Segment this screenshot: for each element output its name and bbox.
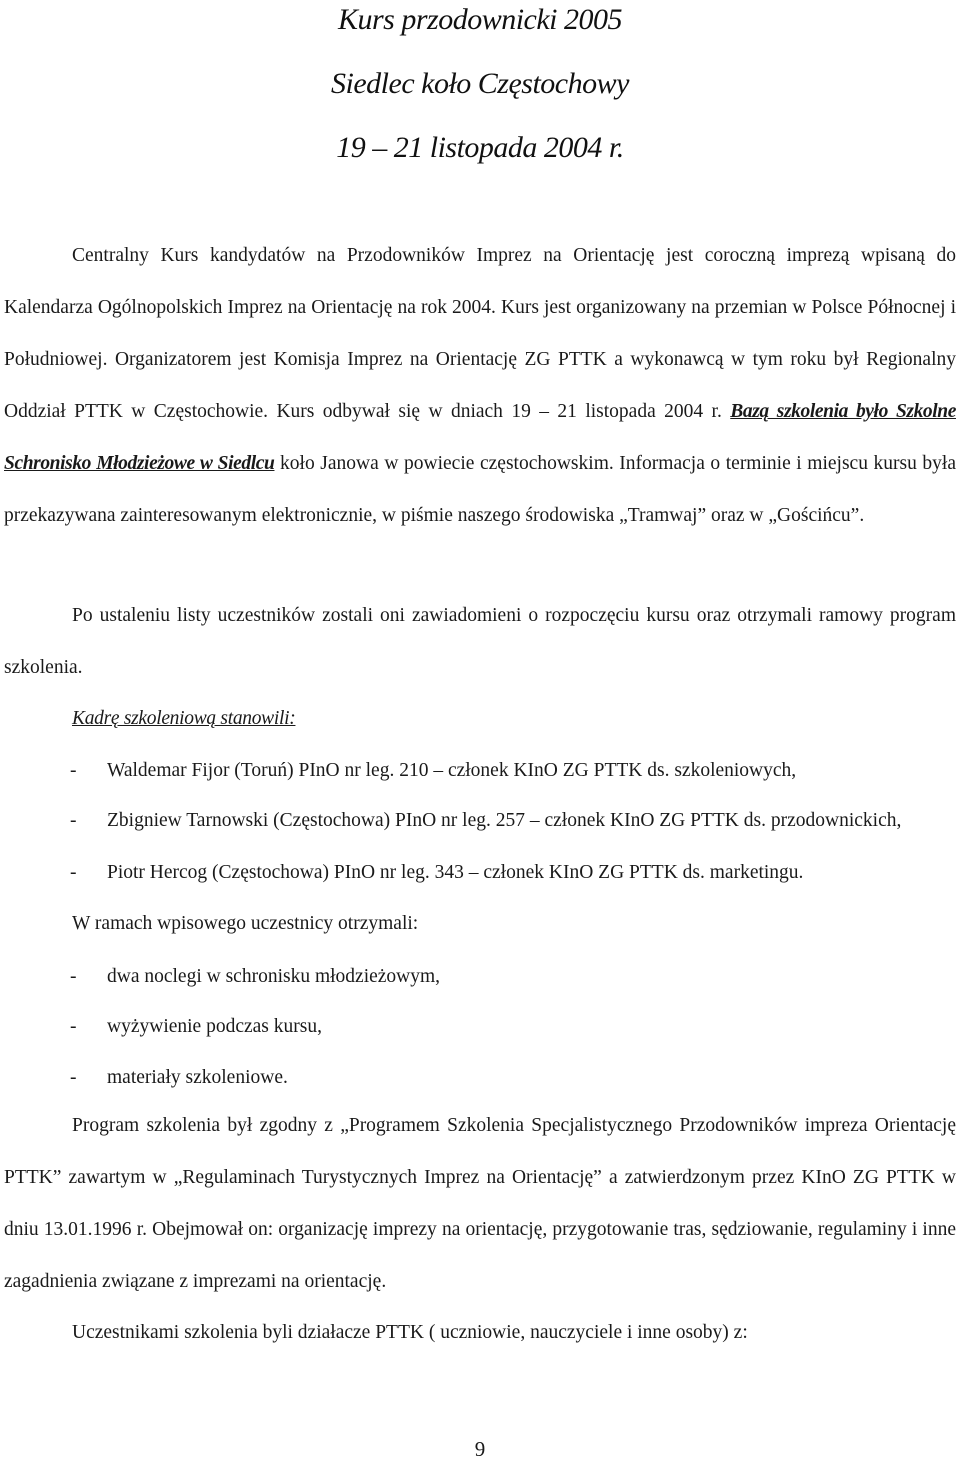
list-bullet: - <box>70 862 77 883</box>
intro-paragraph-continuation: koło Janowa w powiecie częstochowskim. Informacja o terminie i miejscu kursu była przekazywana zainteresowanym elektronicznie, w piśmie naszego środowiska „Tramwaj” oraz w „Gościńcu”. <box>4 453 956 526</box>
fee-item: materiały szkoleniowe. <box>107 1067 288 1088</box>
staff-member: Waldemar Fijor (Toruń) PInO nr leg. 210 – członek KInO ZG PTTK ds. szkoleniowych, <box>107 760 797 781</box>
staff-member: Piotr Hercog (Częstochowa) PInO nr leg. 343 – członek KInO ZG PTTK ds. marketingu. <box>107 862 804 883</box>
intro-paragraph <box>4 230 956 542</box>
notification-paragraph: Po ustaleniu listy uczestników zostali oni zawiadomieni o rozpoczęciu kursu oraz otrzymali ramowy program szkolenia. <box>4 605 956 678</box>
list-bullet: - <box>70 1016 77 1037</box>
list-bullet: - <box>70 760 77 781</box>
page-number: 9 <box>474 1437 486 1461</box>
staff-heading: Kadrę szkoleniową stanowili: <box>72 708 296 729</box>
fee-intro: W ramach wpisowego uczestnicy otrzymali: <box>72 913 419 934</box>
intro-paragraph-text: Centralny Kurs kandydatów na Przodowników Imprez na Orientację jest coroczną imprezą wpisaną do Kalendarza Ogólnopolskich Imprez na Orientację na rok 2004. Kurs jest organizowany na przemian w Polsce Północnej i Południowej. Organizatorem jest Komisja Imprez na Orientację ZG PTTK a wykonawcą w tym roku był Regionalny Oddział PTTK w Częstochowie. Kurs odbywał się w dniach 19 – 21 listopada 2004 r. <box>4 245 956 422</box>
fee-item: wyżywienie podczas kursu, <box>107 1016 322 1037</box>
document-subtitle-location: Siedlec koło Częstochowy <box>331 67 629 100</box>
staff-member: Zbigniew Tarnowski (Częstochowa) PInO nr leg. 257 – członek KInO ZG PTTK ds. przodownickich, <box>107 810 902 831</box>
list-bullet: - <box>70 966 77 987</box>
venue-emphasis: Bazą szkolenia było Szkolne Schronisko Młodzieżowe w Siedlcu <box>4 401 956 474</box>
list-bullet: - <box>70 810 77 831</box>
fee-item: dwa noclegi w schronisku młodzieżowym, <box>107 966 441 987</box>
list-bullet: - <box>70 1067 77 1088</box>
program-paragraph: Program szkolenia był zgodny z „Programem Szkolenia Specjalistycznego Przodowników impreza Orientację PTTK” zawartym w „Regulaminach Turystycznych Imprez na Orientację” a zatwierdzonym przez KInO ZG PTTK w dniu 13.01.1996 r. Obejmował on: organizację imprezy na orientację, przygotowanie tras, sędziowanie, regulaminy i inne zagadnienia związane z imprezami na orientację. <box>4 1115 956 1292</box>
document-title: Kurs przodownicki 2005 <box>337 3 623 36</box>
document-subtitle-date: 19 – 21 listopada 2004 r. <box>336 131 624 164</box>
participants-intro: Uczestnikami szkolenia byli działacze PTTK ( uczniowie, nauczyciele i inne osoby) z: <box>72 1322 748 1343</box>
